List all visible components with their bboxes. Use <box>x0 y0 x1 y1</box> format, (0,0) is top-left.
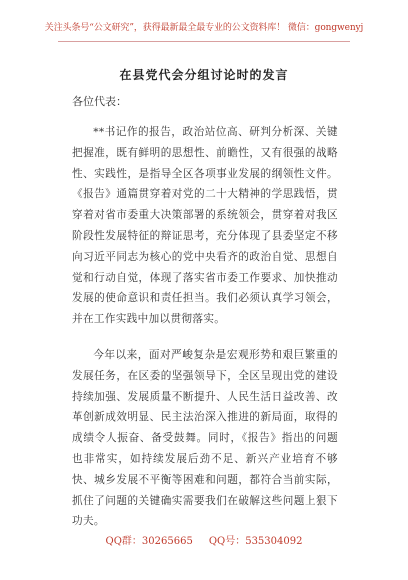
footer-contact <box>0 536 408 548</box>
paragraph-1: **书记作的报告，政治站位高、研判分析深、关键把握准，既有鲜明的思想性、前瞻性，又有很强的战略性、实践性，是指导全区各项事业发展的纲领性文件。《报告》通篇贯穿着对党的二十大精神的学思践悟，贯穿着对省市委重大决策部署的系统领会，贯穿着对我区阶段性发展特征的辩证思考，充分体现了县委坚定不移向习近平同志为核心的党中央看齐的政治自觉、思想自觉和行动自觉，体现了落实省市委工作要求、加快推动发展的使命意识和责任担当。我们必须认真学习领会，并在工作实践中加以贯彻落实。 <box>72 126 338 326</box>
header-divider <box>58 41 350 42</box>
paragraph-2: 今年以来，面对严峻复杂是宏观形势和艰巨繁重的发展任务，在区委的坚强领导下，全区呈现出党的建设持续加强、发展质量不断提升、人民生活日益改善、改革创新成效明显、民主法治深入推进的新局面，取得的成绩令人振奋、备受鼓舞。同时，《报告》指出的问题也非常实，如持续发展后劲不足、新兴产业培育不够快、城乡发展不平衡等困难和问题，都符合当前实际，抓住了问题的关键确实需要我们在破解这些问题上狠下功夫。 <box>72 349 338 528</box>
header-banner: 关注头条号“公文研究”，获得最新最全最专业的公文资料库！ 微信：gongwenyj <box>44 23 364 33</box>
document-title: 在县党代会分组讨论时的发言 <box>119 68 289 82</box>
salutation: 各位代表： <box>72 95 127 108</box>
footer-qq-number: QQ号：535304092 <box>208 536 303 547</box>
footer-qq-group: QQ群：30265665 <box>105 536 193 547</box>
